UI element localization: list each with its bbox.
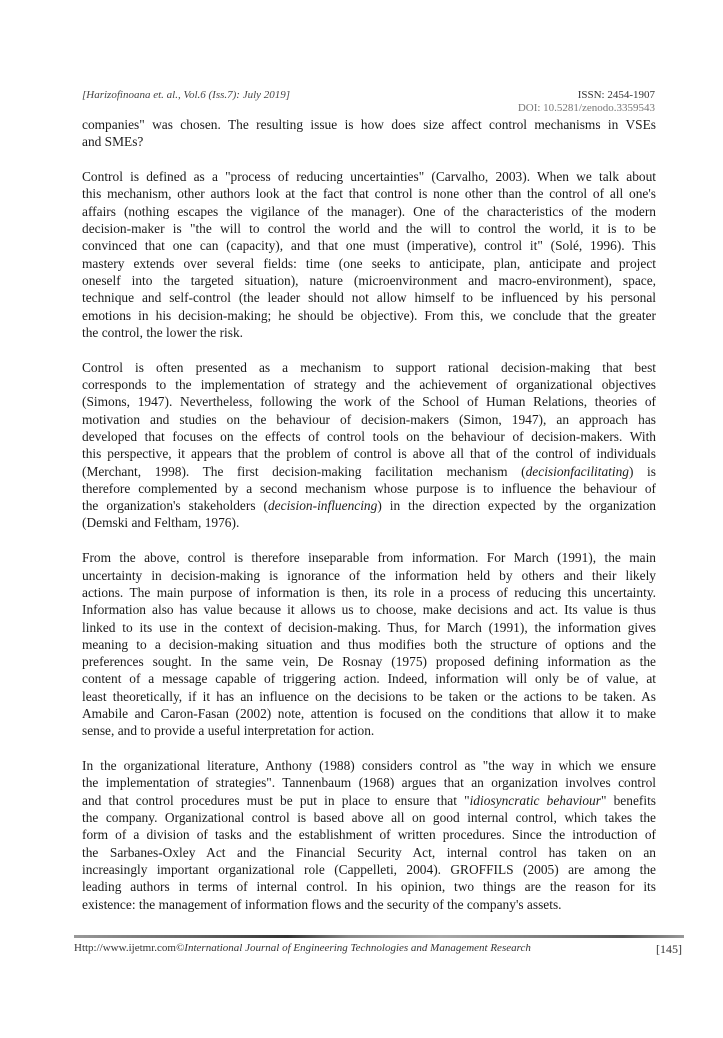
footer-divider [74,935,684,938]
paragraph [82,168,656,341]
text-run: and that control procedures must be put in place to ensure that " [82,792,470,808]
text-line: the Sarbanes-Oxley Act and the Financial Security Act, internal control has taken on an [82,844,656,860]
text-line: decision-maker is "the will to control the world and the will to control the world, it is to be [82,221,656,237]
text-line: this perspective, it appears that the problem of control is above all that of the control of individuals [82,446,656,462]
article-body [82,116,656,930]
text-line: preferences sought. In the same vein, De Rosnay (1975) proposed defining information as the [82,654,656,670]
text-line [82,792,656,809]
text-line: content of a message capable of triggering action. Indeed, information will only be of value, at [82,671,656,687]
paragraph [82,757,656,913]
text-line: companies" was chosen. The resulting issue is how does size affect control mechanisms in VSEs [82,117,656,132]
footer-source [74,942,531,957]
text-line: linked to its use in the context of decision-making. Thus, for March (1991), the information gives [82,619,656,635]
text-line: technique and self-control (the leader should not allow himself to be influenced by his personal [82,290,656,306]
text-run: (Merchant, 1998). The first decision-making facilitation mechanism ( [82,463,526,479]
text-line: corresponds to the implementation of strategy and the achievement of organizational objectives [82,377,656,393]
text-line: In the organizational literature, Anthony (1988) considers control as "the way in which we ensure [82,758,656,774]
paragraph [82,549,656,739]
text-line: actions. The main purpose of information is then, its role in a process of reducing this uncertainty. [82,584,656,600]
paragraph [82,359,656,532]
text-line: emotions in his decision-making; he should be objective). From this, we conclude that the greater [82,307,656,323]
text-line: (Simons, 1947). Nevertheless, following the work of the School of Human Relations, theories of [82,394,656,410]
text-run: ) is [629,463,656,479]
text-run: " benefits [600,792,657,808]
text-line: mastery extends over several fields: time (one seeks to anticipate, plan, anticipate and project [82,255,656,271]
text-run: the organization's stakeholders ( [82,498,268,514]
text-line [82,497,656,514]
text-line: least theoretically, if it has an influence on the decisions to be taken or the actions to be taken. As [82,688,656,704]
text-line: uncertainty in decision-making is ignorance of the information held by others and their likely [82,567,656,583]
text-line: developed that focuses on the effects of control tools on the behaviour of decision-makers. With [82,428,656,444]
text-line: the implementation of strategies". Tannenbaum (1968) argues that an organization involves control [82,775,656,791]
italic-term: decisionfacilitating [525,463,630,479]
text-line: this mechanism, other authors look at the fact that control is none other than the control of all one's [82,186,656,202]
text-line: affairs (nothing escapes the vigilance of the manager). One of the characteristics of the modern [82,203,656,219]
text-line: From the above, control is therefore inseparable from information. For March (1991), the main [82,550,656,566]
footer-journal: ©International Journal of Engineering Technologies and Management Research [175,942,531,954]
footer-url[interactable]: Http://www.ijetmr.com [74,942,176,954]
text-line: sense, and to provide a useful interpretation for action. [82,723,375,739]
issn: ISSN: 2454-1907 [577,89,655,101]
text-run: ) in the direction expected by the organization [377,498,656,514]
text-line: the control, the lower the risk. [82,324,244,340]
page-footer [74,942,682,957]
text-line: Information also has value because it allows us to choose, make decisions and act. Its value is thus [82,602,656,618]
text-line: form of a division of tasks and the establishment of written procedures. Since the introduction of [82,827,656,843]
text-line: motivation and studies on the behaviour of decision-makers (Simon, 1947), an approach has [82,411,656,427]
italic-term: idiosyncratic behaviour [469,792,601,808]
italic-term: decision-influencing [267,498,378,514]
text-line [82,463,656,480]
text-line: Control is often presented as a mechanism to support rational decision-making that best [82,359,656,375]
text-line: increasingly important organizational role (Cappelleti, 2004). GROFFILS (2005) are among the [82,861,656,877]
text-line: convinced that one can (capacity), and that one must (imperative), control it" (Solé, 1996). This [82,238,656,254]
text-line: leading authors in terms of internal control. In his opinion, two things are the reason for its [82,879,656,895]
text-line: existence: the management of information flows and the security of the company's assets. [82,896,562,912]
text-line: therefore complemented by a second mechanism whose purpose is to influence the behaviour of [82,480,656,496]
text-line: (Demski and Feltham, 1976). [82,515,240,531]
page-number: [145] [656,942,682,956]
text-line: and SMEs? [82,134,144,150]
running-header-citation: [Harizofinoana et. al., Vol.6 (Iss.7): July 2019] [82,89,291,101]
paragraph [82,116,656,151]
running-header-ids [518,89,655,115]
text-line: meaning to a decision-making situation and thus modifies both the structure of options and the [82,636,656,652]
text-line: Amabile and Caron-Fasan (2002) note, attention is focused on the conditions that allow it to make [82,705,656,721]
text-line: Control is defined as a "process of reducing uncertainties" (Carvalho, 2003). When we talk about [82,169,656,185]
text-line: the company. Organizational control is based above all on good internal control, which takes the [82,810,656,826]
text-line: oneself into the targeted situation), nature (microenvironment and macro-environment), space, [82,272,656,288]
doi: DOI: 10.5281/zenodo.3359543 [517,102,655,114]
